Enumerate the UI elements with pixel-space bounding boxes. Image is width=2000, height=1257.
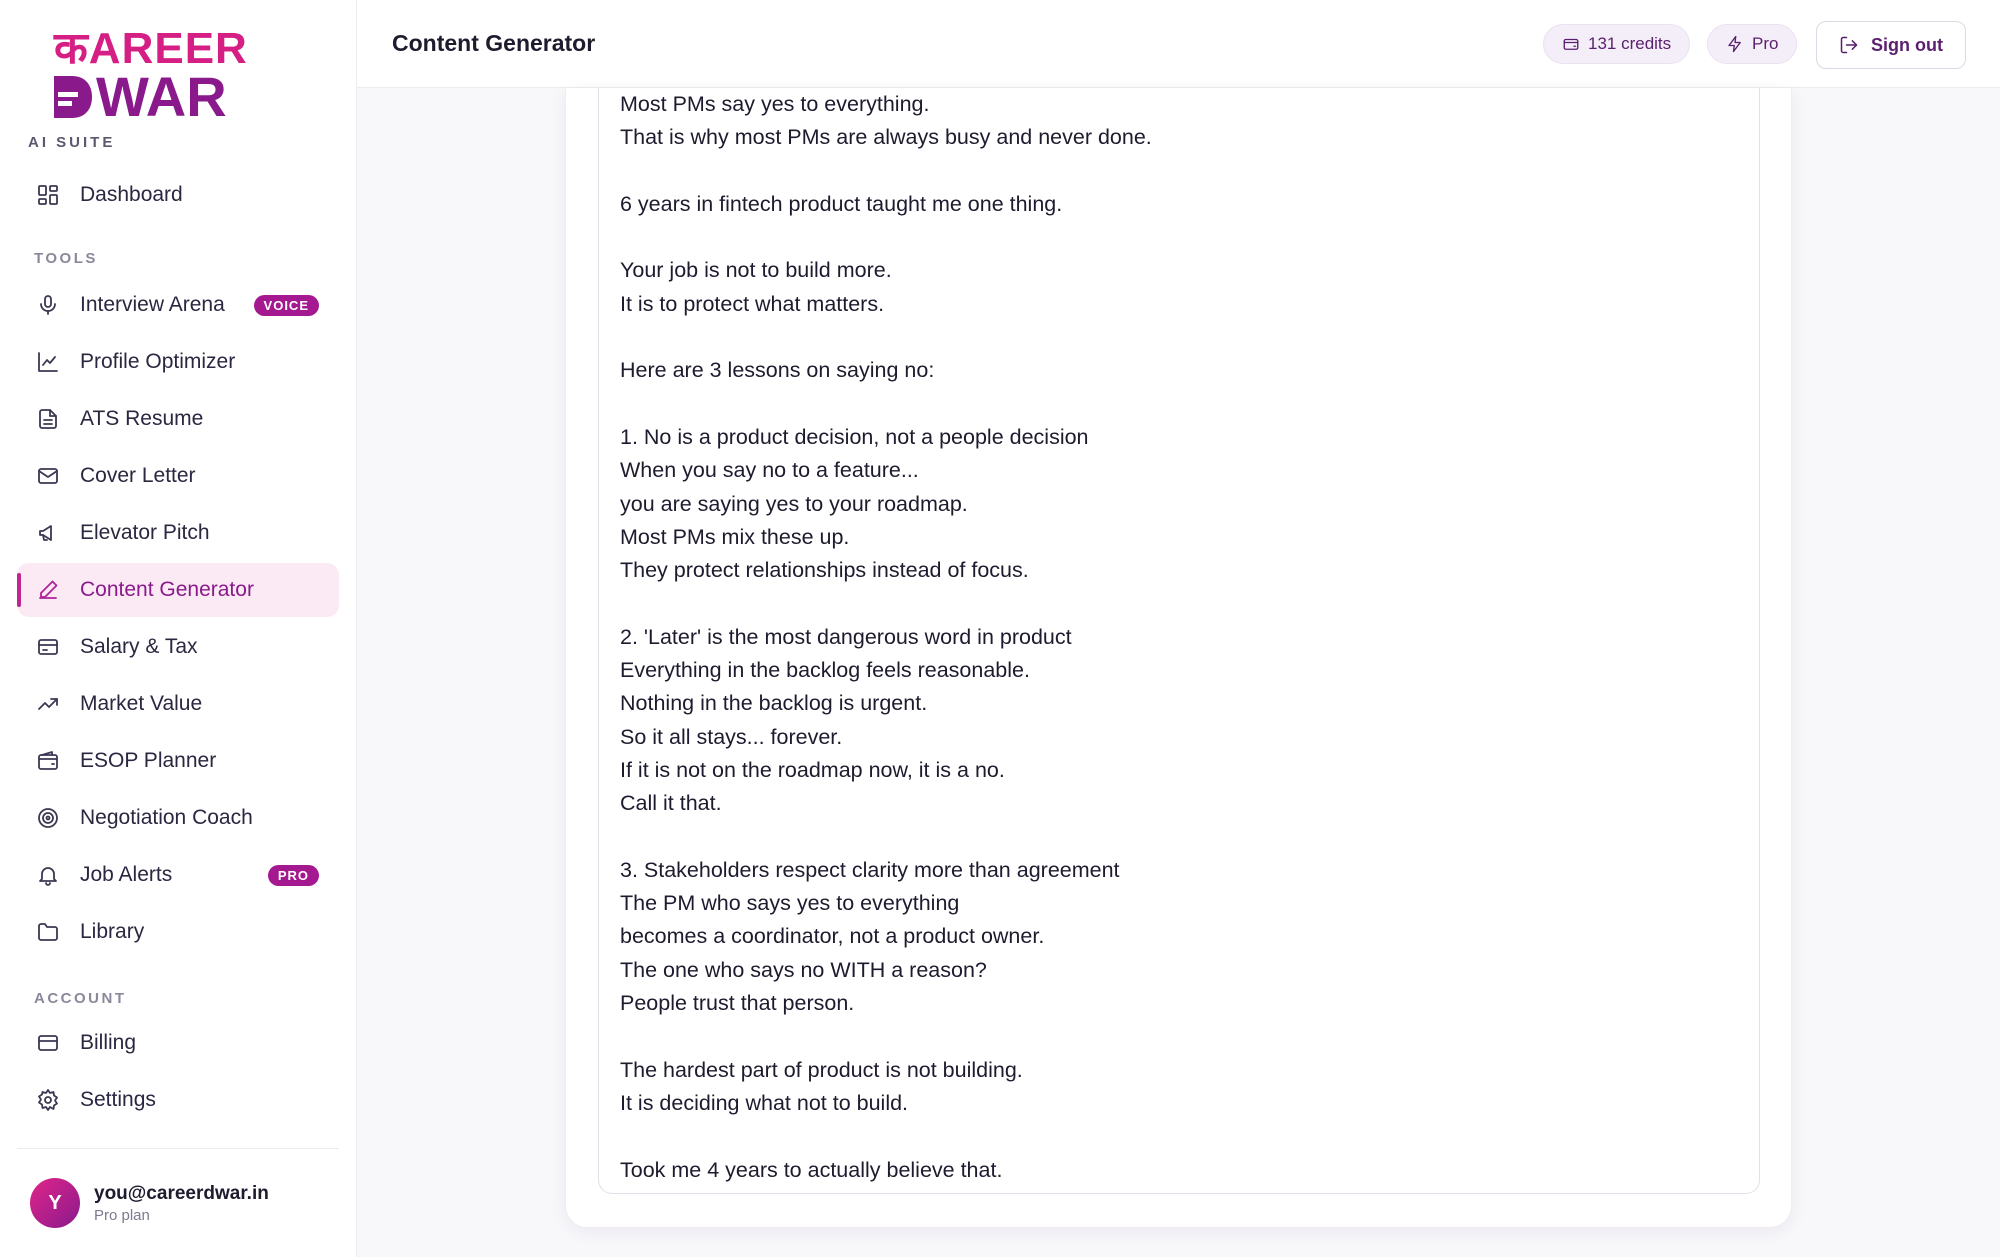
user-email: you@careerdwar.in: [94, 1182, 269, 1204]
credits-text: 131 credits: [1588, 34, 1672, 53]
target-icon: [36, 806, 60, 830]
content-line: [620, 587, 1152, 620]
content-line: The hardest part of product is not building.: [620, 1057, 1023, 1082]
logo-bottom: [28, 65, 248, 128]
pro-badge: PRO: [268, 865, 319, 886]
sidebar-item-ats-resume[interactable]: [17, 392, 339, 446]
brand-logo[interactable]: [28, 26, 248, 151]
content-line: Nothing in the backlog is urgent.: [620, 691, 928, 716]
sidebar: [0, 0, 357, 1257]
gear-icon: [36, 1088, 60, 1112]
credits-badge[interactable]: [1543, 24, 1690, 64]
sidebar-item-label: Profile Optimizer: [80, 350, 236, 373]
content-line: [620, 321, 1152, 354]
content-line: The PM who says yes to everything: [620, 891, 960, 916]
content-line: 6 years in fintech product taught me one thing.: [620, 191, 1063, 216]
content-line: 2. 'Later' is the most dangerous word in product: [620, 624, 1072, 649]
sidebar-item-settings[interactable]: [17, 1073, 339, 1127]
avatar: Y: [30, 1178, 80, 1228]
generated-content-text: [620, 88, 1152, 1187]
plan-text: Pro: [1752, 34, 1779, 53]
content-line: People trust that person.: [620, 991, 855, 1016]
top-header: [357, 0, 2000, 88]
voice-badge: VOICE: [254, 295, 319, 316]
sidebar-item-elevator-pitch[interactable]: [17, 506, 339, 560]
pen-icon: [36, 578, 60, 602]
content-line: 1. No is a product decision, not a people decision: [620, 424, 1089, 449]
sign-out-button[interactable]: [1816, 21, 1966, 69]
document-icon: [36, 407, 60, 431]
sidebar-item-label: ESOP Planner: [80, 749, 217, 772]
card-icon: [36, 635, 60, 659]
content-line: Most PMs say yes to everything.: [620, 92, 930, 116]
sidebar-item-label: Dashboard: [80, 183, 183, 206]
lightning-icon: [1726, 35, 1744, 53]
credit-card-icon: [36, 1031, 60, 1055]
sidebar-item-library[interactable]: [17, 905, 339, 959]
active-indicator: [17, 573, 21, 607]
content-line: Took me 4 years to actually believe that.: [620, 1157, 1003, 1182]
sidebar-item-label: Interview Arena: [80, 293, 225, 316]
sidebar-item-negotiation-coach[interactable]: [17, 791, 339, 845]
content-line: [620, 221, 1152, 254]
sidebar-item-profile-optimizer[interactable]: [17, 335, 339, 389]
sidebar-item-interview-arena[interactable]: [17, 278, 339, 332]
content-line: If it is not on the roadmap now, it is a no.: [620, 757, 1005, 782]
sidebar-item-label: Salary & Tax: [80, 635, 198, 658]
content-line: 3. Stakeholders respect clarity more than agreement: [620, 857, 1120, 882]
content-line: It is deciding what not to build.: [620, 1090, 909, 1115]
content-line: Call it that.: [620, 791, 722, 816]
sidebar-item-job-alerts[interactable]: [17, 848, 339, 902]
generated-content-box[interactable]: [598, 88, 1760, 1194]
sidebar-item-label: Content Generator: [80, 578, 254, 601]
sidebar-item-label: ATS Resume: [80, 407, 204, 430]
microphone-icon: [36, 293, 60, 317]
sidebar-item-label: Job Alerts: [80, 863, 173, 886]
user-plan: Pro plan: [94, 1206, 150, 1224]
user-profile[interactable]: [30, 1178, 269, 1228]
bell-icon: [36, 863, 60, 887]
content-line: They protect relationships instead of focus.: [620, 558, 1029, 583]
content-line: So it all stays... forever.: [620, 724, 843, 749]
sidebar-item-label: Elevator Pitch: [80, 521, 210, 544]
sign-out-label: Sign out: [1871, 34, 1943, 55]
page-title: Content Generator: [392, 30, 596, 56]
folder-icon: [36, 920, 60, 944]
sidebar-item-label: Negotiation Coach: [80, 806, 253, 829]
content-line: Everything in the backlog feels reasonable.: [620, 658, 1030, 683]
logo-bottom-text: WAR: [96, 65, 227, 128]
content-line: Most PMs mix these up.: [620, 524, 850, 549]
account-section-label: ACCOUNT: [34, 990, 127, 1007]
sidebar-item-label: Library: [80, 920, 145, 943]
content-line: [620, 1120, 1152, 1153]
content-line: When you say no to a feature...: [620, 458, 919, 483]
wallet-icon: [36, 749, 60, 773]
trending-up-icon: [36, 692, 60, 716]
content-line: It is to protect what matters.: [620, 291, 885, 316]
sign-out-icon: [1839, 35, 1859, 55]
sidebar-item-salary-tax[interactable]: [17, 620, 339, 674]
tools-section-label: TOOLS: [34, 250, 98, 267]
content-line: That is why most PMs are always busy and never done.: [620, 125, 1152, 150]
sidebar-divider: [17, 1148, 339, 1149]
content-line: [620, 155, 1152, 188]
logo-d-mark: [52, 74, 94, 120]
content-line: [620, 821, 1152, 854]
content-line: you are saying yes to your roadmap.: [620, 491, 968, 516]
sidebar-item-cover-letter[interactable]: [17, 449, 339, 503]
mail-icon: [36, 464, 60, 488]
brand-subtitle: AI SUITE: [28, 134, 116, 151]
user-info: [94, 1183, 269, 1224]
content-line: The one who says no WITH a reason?: [620, 957, 987, 982]
sidebar-item-label: Settings: [80, 1088, 156, 1111]
sidebar-item-market-value[interactable]: [17, 677, 339, 731]
sidebar-item-dashboard[interactable]: [17, 168, 339, 222]
grid-icon: [36, 183, 60, 207]
content-line: becomes a coordinator, not a product owner.: [620, 924, 1045, 949]
content-line: [620, 1020, 1152, 1053]
sidebar-item-label: Billing: [80, 1031, 137, 1054]
sidebar-item-label: Cover Letter: [80, 464, 196, 487]
sidebar-item-esop-planner[interactable]: [17, 734, 339, 788]
content-line: [620, 388, 1152, 421]
content-line: Here are 3 lessons on saying no:: [620, 358, 935, 383]
sidebar-item-content-generator[interactable]: [17, 563, 339, 617]
logo-top-text: कAREER: [54, 24, 248, 73]
content-line: Your job is not to build more.: [620, 258, 892, 283]
plan-badge[interactable]: [1707, 24, 1797, 64]
megaphone-icon: [36, 521, 60, 545]
wallet-icon: [1562, 35, 1580, 53]
line-chart-icon: [36, 350, 60, 374]
sidebar-item-billing[interactable]: [17, 1016, 339, 1070]
sidebar-item-label: Market Value: [80, 692, 203, 715]
content-card: [565, 88, 1792, 1228]
